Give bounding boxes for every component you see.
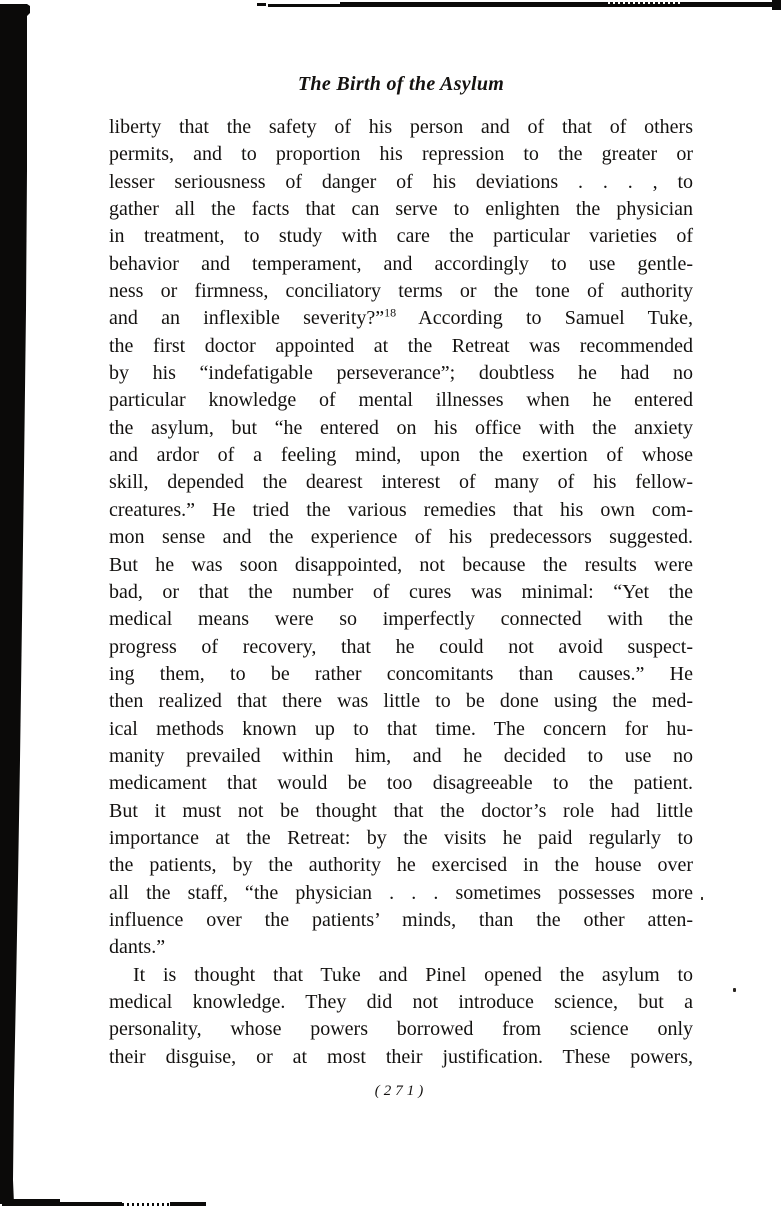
scan-speck [733,988,736,992]
running-head-title: The Birth of the Asylum [297,73,505,95]
body-line: creatures.” He tried the various remedies that his own com- [109,498,693,521]
body-line: manity prevailed within him, and he decided to use no [109,744,693,767]
body-line: mon sense and the experience of his predecessors suggested. [109,526,693,549]
body-line: the first doctor appointed at the Retreat was recommended [109,334,693,357]
body-line: and ardor of a feeling mind, upon the exertion of whose [109,444,693,467]
body-line: behavior and temperament, and accordingly to use gentle- [109,252,693,275]
body-line: influence over the patients’ minds, than the other atten- [109,908,693,931]
scan-speck [701,897,703,900]
footnote-marker: 18 [384,305,397,320]
body-line: medical means were so imperfectly connected with the [109,608,693,631]
body-line: medical knowledge. They did not introduce science, but a [109,991,693,1013]
body-line: the patients, by the authority he exercised in the house over [109,854,693,877]
scan-edge-left-strip [0,0,32,1210]
body-line: by his “indefatigable perseverance”; doubtless he had no [109,362,693,385]
body-line: But he was soon disappointed, not because the results were [109,553,693,576]
body-line: all the staff, “the physician . . . sometimes possesses more [109,881,693,904]
body-line: importance at the Retreat: by the visits he paid regularly to [109,826,693,849]
body-line: skill, depended the dearest interest of many of his fellow- [109,471,693,494]
body-line: progress of recovery, that he could not avoid suspect- [109,635,693,658]
body-line: But it must not be thought that the doctor’s role had little [109,799,693,822]
body-lines [109,114,693,1071]
body-line: the asylum, but “he entered on his office with the anxiety [109,416,693,439]
body-line: and an inflexible severity?”$^{18}$ According to Samuel Tuke, [109,305,693,330]
scan-top-rule-dots [608,2,682,4]
body-line: It is thought that Tuke and Pinel opened the asylum to [133,963,693,986]
page-number: (271) [374,1083,428,1099]
scan-top-rule-dash [257,3,266,6]
body-line: then realized that there was little to be done using the med- [109,690,693,713]
scan-top-rule-nub [772,0,781,10]
scan-bottom-rule-thick [2,1199,60,1206]
body-line: bad, or that the number of cures was minimal: “Yet the [109,580,693,603]
body-line: gather all the facts that can serve to enlighten the physician [109,198,693,221]
scan-top-rule [340,2,781,7]
body-line: dants.” [109,936,166,959]
body-line: their disguise, or at most their justification. These powers, [109,1045,693,1068]
body-line: liberty that the safety of his person and of that of others [109,116,693,138]
body-line: ing them, to be rather concomitants than causes.” He [109,662,693,685]
body-line: particular knowledge of mental illnesses when he entered [109,389,693,412]
scan-top-rule-thin [268,4,343,7]
body-line: ness or firmness, conciliatory terms or the tone of authority [109,280,693,303]
body-line: in treatment, to study with care the particular varieties of [109,225,693,248]
scan-bottom-rule-thin [58,1202,122,1206]
body-line: permits, and to proportion his repression to the greater or [109,143,693,166]
body-line: personality, whose powers borrowed from science only [109,1018,693,1041]
body-line: medicament that would be too disagreeable to the patient. [109,772,693,795]
scan-bottom-rule-dots [122,1203,172,1206]
body-line: lesser seriousness of danger of his deviations . . . , to [109,170,693,193]
scan-bottom-rule-end [170,1202,206,1206]
body-line: ical methods known up to that time. The concern for hu- [109,717,693,740]
